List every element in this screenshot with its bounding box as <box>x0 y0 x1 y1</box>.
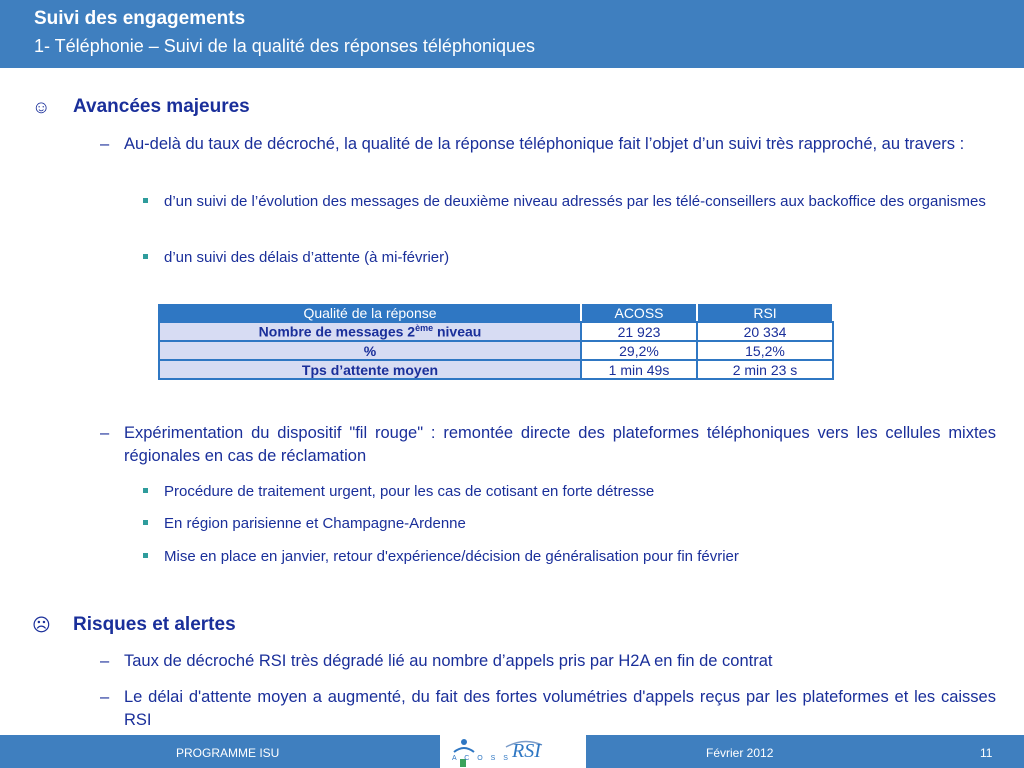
table-row <box>159 341 833 360</box>
list-item-text: d’un suivi des délais d’attente (à mi-février) <box>164 249 450 266</box>
list-item <box>143 513 996 534</box>
table-header-cell: ACOSS <box>581 303 697 322</box>
list-item-text: En région parisienne et Champagne-Ardenne <box>164 515 466 532</box>
list-item-text: Taux de décroché RSI très dégradé lié au nombre d’appels pris par H2A en fin de contrat <box>124 652 773 670</box>
page-number: 11 <box>980 746 993 760</box>
dash-marker: – <box>100 135 110 153</box>
table-header-cell: Qualité de la réponse <box>159 303 581 322</box>
list-item <box>100 650 996 673</box>
table-header-cell: RSI <box>697 303 833 322</box>
square-bullet-icon <box>143 254 148 259</box>
dash-marker: – <box>100 424 110 442</box>
list-item <box>143 191 996 212</box>
list-item-text: d’un suivi de l’évolution des messages de deuxième niveau adressés par les télé-conseillers aux backoffice des organismes <box>164 193 986 210</box>
table-cell-acoss: 21 923 <box>581 322 697 341</box>
table-row <box>159 322 833 341</box>
footer-date: Février 2012 <box>706 746 774 760</box>
list-item-text: Le délai d'attente moyen a augmenté, du fait des fortes volumétries d'appels reçus par les plateformes et les caisses RSI <box>124 688 996 729</box>
slide-header <box>0 0 1024 68</box>
square-bullet-icon <box>143 520 148 525</box>
list-item-text: Procédure de traitement urgent, pour les cas de cotisant en forte détresse <box>164 483 655 500</box>
table-cell-acoss: 29,2% <box>581 341 697 360</box>
table-row <box>159 360 833 379</box>
rsi-logo-text: RSI <box>512 740 541 762</box>
section-risks-title: Risques et alertes <box>73 614 236 635</box>
acoss-logo-text: A C O S S <box>452 755 511 762</box>
slide-footer <box>0 735 1024 768</box>
footer-program: PROGRAMME ISU <box>176 746 280 760</box>
table-row-label: % <box>159 341 581 360</box>
list-item <box>143 247 996 268</box>
list-item <box>100 133 996 156</box>
list-item-text: Expérimentation du dispositif "fil rouge" : remontée directe des plateformes téléphoniques vers les cellules mixtes régionales en cas de réclamation <box>124 424 996 465</box>
list-item <box>143 546 996 567</box>
smiley-sad-icon: ☹ <box>32 615 51 635</box>
square-bullet-icon <box>143 488 148 493</box>
acoss-logo-icon <box>440 735 500 768</box>
list-item <box>100 686 996 732</box>
table-cell-rsi: 2 min 23 s <box>697 360 833 379</box>
smiley-happy-icon: ☺ <box>32 97 51 117</box>
table-cell-acoss: 1 min 49s <box>581 360 697 379</box>
square-bullet-icon <box>143 553 148 558</box>
square-bullet-icon <box>143 198 148 203</box>
list-item-text: Au-delà du taux de décroché, la qualité de la réponse téléphonique fait l’objet d’un suivi très rapproché, au travers : <box>124 135 965 153</box>
list-item <box>143 481 996 502</box>
list-item-text: Mise en place en janvier, retour d'expérience/décision de généralisation pour fin février <box>164 548 739 565</box>
table-cell-rsi: 20 334 <box>697 322 833 341</box>
dash-marker: – <box>100 652 110 670</box>
table-header-row <box>159 303 833 322</box>
section-advances-title: Avancées majeures <box>73 96 250 117</box>
table-row-label: Nombre de messages 2ème niveau <box>159 322 581 341</box>
list-item <box>100 422 996 468</box>
dash-marker: – <box>100 688 110 706</box>
slide-title: Suivi des engagements <box>34 8 246 29</box>
quality-table <box>158 302 834 380</box>
slide-subtitle: 1- Téléphonie – Suivi de la qualité des réponses téléphoniques <box>34 36 536 56</box>
table-row-label: Tps d’attente moyen <box>159 360 581 379</box>
partner-logos <box>440 735 586 768</box>
table-cell-rsi: 15,2% <box>697 341 833 360</box>
